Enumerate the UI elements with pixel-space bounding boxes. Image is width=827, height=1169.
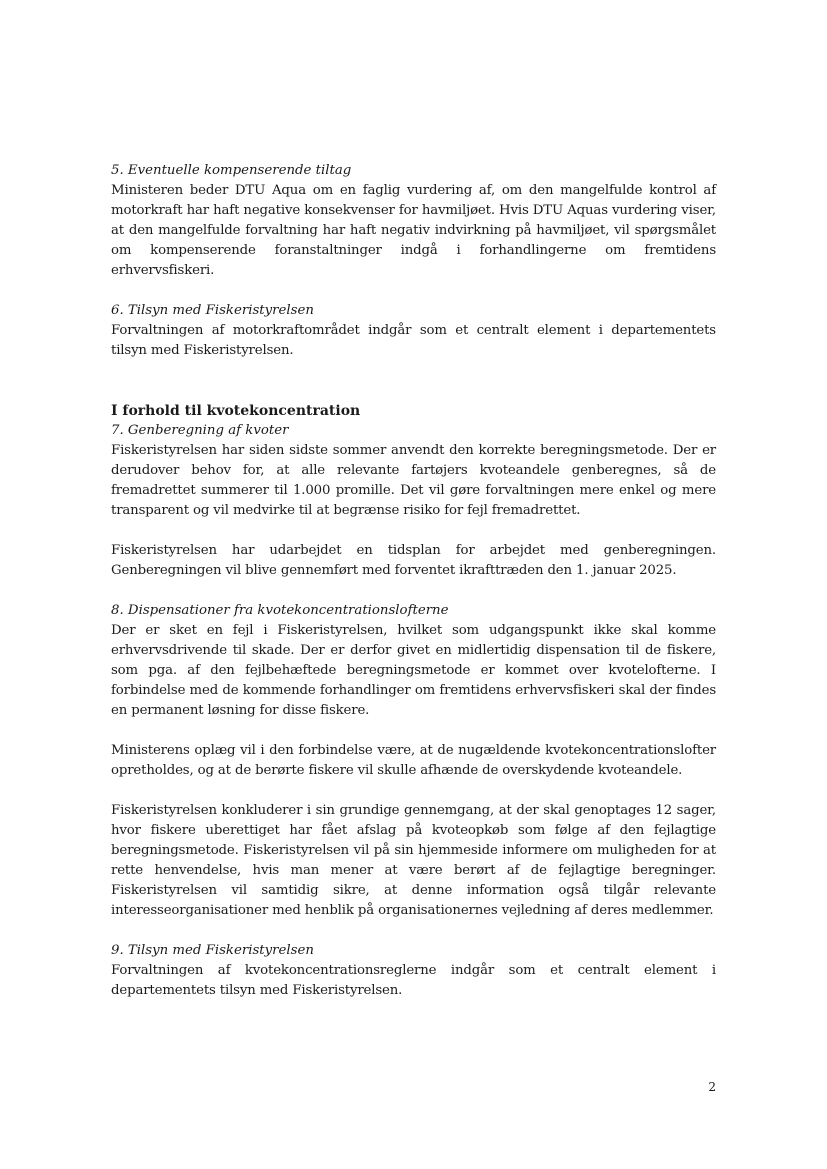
kvotekoncentration-heading: I forhold til kvotekoncentration <box>111 403 361 419</box>
section-8-paragraph-3: Fiskeristyrelsen konkluderer i sin grundige gennemgang, at der skal genoptages 12 sager, hvor fiskere uberettiget har fået afslag på kvoteopkøb som følge af den fejlagtige beregningsmetode. Fiskeristyrelsen vil på sin hjemmeside informere om muligheden for at rette henvendelse, hvis man mener at være berørt af de fejlagtige beregninger. Fiskeristyrelsen vil samtidig sikre, at denne information også tilgår relevante interesseorganisationer med henblik på organisationernes vejledning af deres medlemmer. <box>111 803 716 918</box>
section-6-paragraph-1: Forvaltningen af motorkraftområdet indgår som et centralt element i departementets tilsyn med Fiskeristyrelsen. <box>111 323 716 358</box>
section-5-heading: 5. Eventuelle kompenserende tiltag <box>111 163 352 178</box>
section-7-heading: 7. Genberegning af kvoter <box>111 423 289 438</box>
section-8-paragraph-2: Ministerens oplæg vil i den forbindelse være, at de nugældende kvotekoncentrationslofter opretholdes, og at de berørte fiskere vil skulle afhænde de overskydende kvoteandele. <box>111 743 716 778</box>
section-9-heading: 9. Tilsyn med Fiskeristyrelsen <box>111 943 314 958</box>
page-number: 2 <box>708 1080 716 1094</box>
section-7-paragraph-2: Fiskeristyrelsen har udarbejdet en tidsplan for arbejdet med genberegningen. Genberegningen vil blive gennemført med forventet ikrafttræden den 1. januar 2025. <box>111 543 716 578</box>
section-9-paragraph-1: Forvaltningen af kvotekoncentrationsreglerne indgår som et centralt element i departementets tilsyn med Fiskeristyrelsen. <box>111 963 716 998</box>
section-8-heading: 8. Dispensationer fra kvotekoncentrationslofterne <box>111 603 449 618</box>
section-7-paragraph-1: Fiskeristyrelsen har siden sidste sommer anvendt den korrekte beregningsmetode. Der er derudover behov for, at alle relevante fartøjers kvoteandele genberegnes, så de fremadrettet summerer til 1.000 promille. Det vil gøre forvaltningen mere enkel og mere transparent og vil medvirke til at begrænse risiko for fejl fremadrettet. <box>111 443 716 518</box>
section-5-paragraph-1: Ministeren beder DTU Aqua om en faglig vurdering af, om den mangelfulde kontrol af motorkraft har haft negative konsekvenser for havmiljøet. Hvis DTU Aquas vurdering viser, at den mangelfulde forvaltning har haft negativ indvirkning på havmiljøet, vil spørgsmålet om kompenserende foranstaltninger indgå i forhandlingerne om fremtidens erhvervsfiskeri. <box>111 183 716 278</box>
section-6-heading: 6. Tilsyn med Fiskeristyrelsen <box>111 303 314 318</box>
document-page <box>111 161 716 1001</box>
section-8-paragraph-1: Der er sket en fejl i Fiskeristyrelsen, hvilket som udgangspunkt ikke skal komme erhvervsdrivende til skade. Der er derfor givet en midlertidig dispensation til de fiskere, som pga. af den fejlbehæftede beregningsmetode er kommet over kvotelofterne. I forbindelse med de kommende forhandlinger om fremtidens erhvervsfiskeri skal der findes en permanent løsning for disse fiskere. <box>111 623 716 718</box>
